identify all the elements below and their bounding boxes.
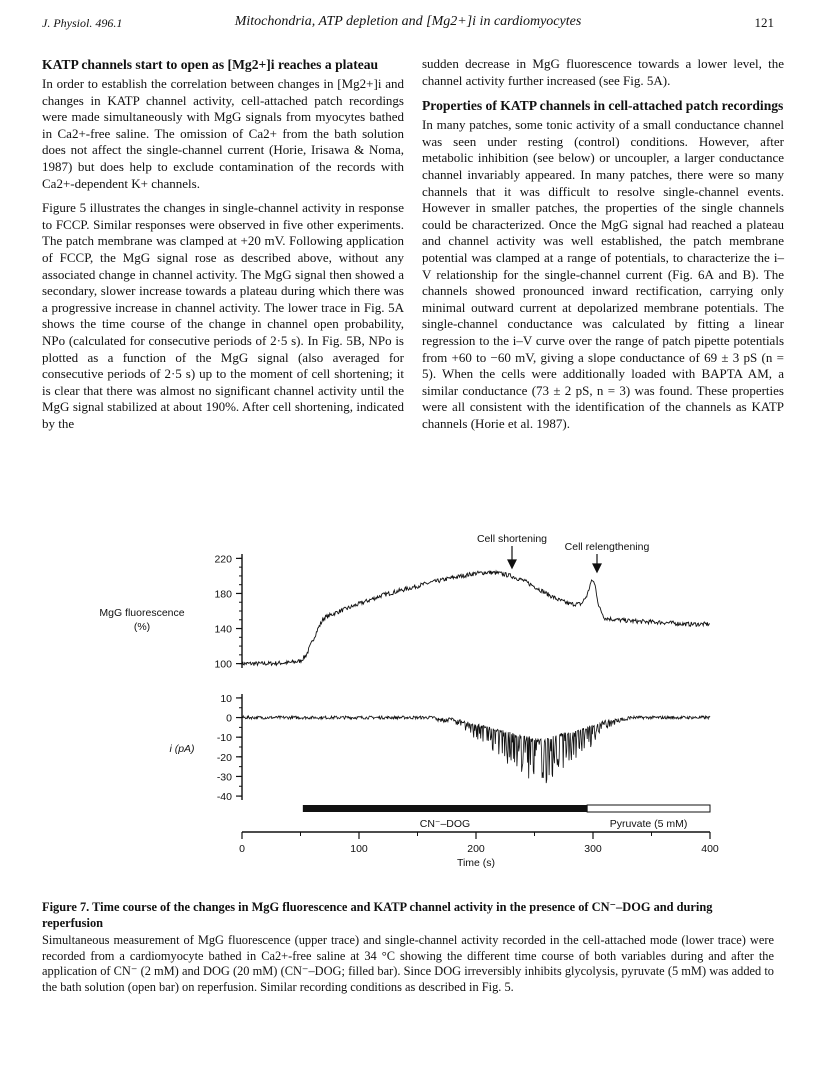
x-tick-label: 200 <box>467 843 485 855</box>
cn-dog-filled-bar <box>303 805 587 812</box>
x-tick-label: 300 <box>584 843 602 855</box>
x-tick-label: 0 <box>239 843 245 855</box>
top-y-label-line1: MgG fluorescence <box>99 607 185 619</box>
page-number: 121 <box>754 15 774 30</box>
right-column <box>422 56 784 440</box>
top-y-ticks <box>214 553 242 670</box>
bottom-y-tick-label: -30 <box>216 771 232 784</box>
x-tick-label: 100 <box>350 843 368 855</box>
x-axis-label: Time (s) <box>456 857 496 869</box>
bottom-y-ticks <box>217 693 242 803</box>
right-paragraph-1: In many patches, some tonic activity of a small conductance channel was seen under resting (control) conditions. However, after metabolic inhibition (see below) or uncoupler, a larger conductance channel invariably appeared. In many patches, there were so many channels that it was difficult to resolve single-channel events. However in smaller patches, the properties of the single channels could be characterized. Once the MgG signal had reached a plateau and channel activity was well established, the patch membrane potential was clamped at a range of potentials, to characterize the i–V relationship for the single-channel current (Fig. 6A and B). The channels showed pronounced inward rectification, carrying only minimal outward current at depolarized membrane potentials. The single-channel conductance was calculated by fitting a linear regression to the i–V curve over the range of patch pipette potentials from +60 to −60 mV, giving a slope conductance of 69 ± 3 pS (n = 5). When the cells were additionally loaded with BAPTA AM, a similar conductance (73 ± 2 pS, n = 3) was found. These properties were all consistent with the identification of the channels as KATP channels (Horie et al. 1987). <box>422 117 784 431</box>
single-channel-current-trace <box>242 716 710 783</box>
caption-body: Simultaneous measurement of MgG fluorescence (upper trace) and single-channel activity recorded in the cell-attached mode (lower trace) were recorded from a cardiomyocyte bathed in Ca2+-free saline at 34 °C showing the different time course of both variables during and after the application of CN⁻ (2 mM) and DOG (20 mM) (CN⁻–DOG; filled bar). Since DOG irreversibly inhibits glycolysis, pyruvate (5 mM) was added to the bath solution (open bar) on reperfusion. Similar recording conditions as described in Fig. 5. <box>42 933 774 994</box>
caption-title: Figure 7. Time course of the changes in MgG fluorescence and KATP channel activity in the presence of CN⁻–DOG and during reperfusion <box>42 900 713 930</box>
left-paragraph-1: In order to establish the correlation between changes in [Mg2+]i and changes in KATP channel activity, cell-attached patch recordings were made simultaneously with MgG signals from myocytes bathed in Ca2+-free saline. The omission of Ca2+ from the bath solution does not affect the single-channel current (Horie, Irisawa & Noma, 1987) but does help to exclude contamination of the records with Ca2+-dependent K+ channels. <box>42 76 404 191</box>
top-y-tick-label: 140 <box>214 623 232 636</box>
bottom-y-tick-label: -20 <box>216 751 232 764</box>
pyruvate-open-bar <box>587 805 710 812</box>
annotation-cell-shortening: Cell shortening <box>476 533 548 545</box>
section-heading-katp-properties: Properties of KATP channels in cell-attached patch recordings <box>422 98 784 114</box>
x-tick-label: 400 <box>701 843 719 855</box>
top-y-label-line2: (%) <box>133 621 151 633</box>
label-cn-dog: CN⁻–DOG <box>419 818 471 830</box>
x-ticks <box>239 832 719 855</box>
figure-7-plot <box>42 530 774 892</box>
top-y-tick-label: 220 <box>214 553 232 566</box>
arrow-cell-relengthening <box>593 554 601 572</box>
top-y-tick-label: 180 <box>214 588 232 601</box>
right-paragraph-0: sudden decrease in MgG fluorescence towards a lower level, the channel activity further increased (see Fig. 5A). <box>422 56 784 88</box>
journal-reference: J. Physiol. 496.1 <box>42 16 123 30</box>
mgg-fluorescence-trace <box>242 571 710 666</box>
running-title: Mitochondria, ATP depletion and [Mg2+]i in cardiomyocytes <box>234 14 582 29</box>
section-heading-katp-plateau: KATP channels start to open as [Mg2+]i reaches a plateau <box>42 57 379 72</box>
annotation-cell-relengthening: Cell relengthening <box>564 541 650 553</box>
left-paragraph-2: Figure 5 illustrates the changes in single-channel activity in response to FCCP. Similar responses were observed in five other experiments. The patch membrane was clamped at +20 mV. Following application of FCCP, the MgG signal rose as described above, without any associated change in channel activity. The MgG signal then showed a secondary, slower increase towards a plateau during which there was a progressive increase in channel activity. The lower trace in Fig. 5A shows the time course of the change in channel open probability, NPo (calculated for consecutive periods of 2·5 s). In Fig. 5B, NPo is plotted as a function of the MgG signal (also averaged for consecutive periods of 2·5 s) up to the moment of cell shortening; it is clear that there was almost no significant channel activity until the MgG signal stabilized at about 190%. After cell shortening, indicated by the <box>42 200 404 431</box>
bottom-y-tick-label: 0 <box>226 712 232 725</box>
bottom-y-tick-label: -40 <box>216 791 232 804</box>
top-y-tick-label: 100 <box>214 658 232 671</box>
running-header <box>42 12 774 34</box>
left-column <box>42 56 404 440</box>
figure-caption <box>42 900 774 996</box>
bottom-y-label: i (pA) <box>169 743 195 755</box>
label-pyruvate: Pyruvate (5 mM) <box>609 818 688 830</box>
bottom-y-tick-label: -10 <box>216 732 232 745</box>
bottom-y-tick-label: 10 <box>220 692 232 705</box>
arrow-cell-shortening <box>508 546 516 568</box>
figure-7 <box>42 530 774 892</box>
